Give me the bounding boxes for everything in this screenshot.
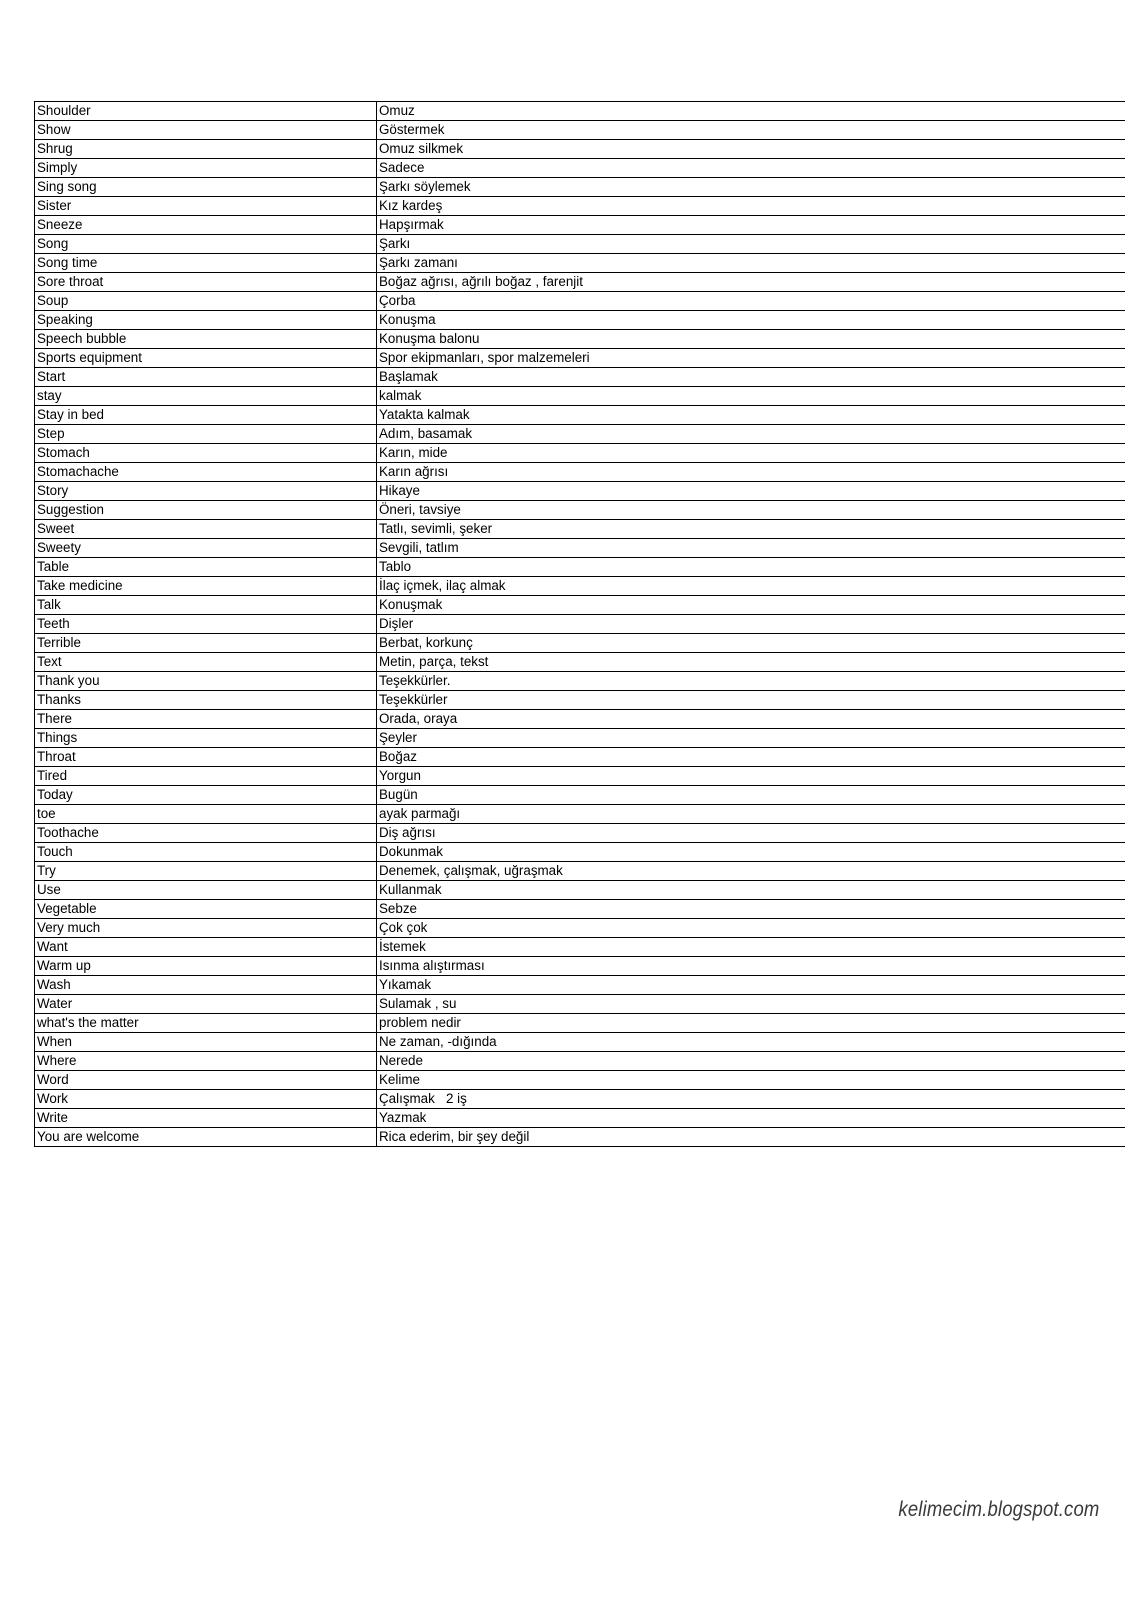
turkish-translation-cell: Denemek, çalışmak, uğraşmak <box>377 862 1125 881</box>
table-row <box>35 1090 1125 1109</box>
table-row <box>35 311 1125 330</box>
table-row <box>35 292 1125 311</box>
english-word-cell: Text <box>35 653 377 672</box>
english-word-cell: Sports equipment <box>35 349 377 368</box>
turkish-translation-cell: Sulamak , su <box>377 995 1125 1014</box>
turkish-translation-cell: Yıkamak <box>377 976 1125 995</box>
table-row <box>35 273 1125 292</box>
table-row <box>35 653 1125 672</box>
turkish-translation-cell: kalmak <box>377 387 1125 406</box>
turkish-translation-cell: Şarkı zamanı <box>377 254 1125 273</box>
vocabulary-table <box>34 101 1125 1147</box>
turkish-translation-cell: Kelime <box>377 1071 1125 1090</box>
english-word-cell: Speaking <box>35 311 377 330</box>
english-word-cell: Write <box>35 1109 377 1128</box>
english-word-cell: Vegetable <box>35 900 377 919</box>
turkish-translation-cell: Yorgun <box>377 767 1125 786</box>
table-row <box>35 121 1125 140</box>
english-word-cell: Very much <box>35 919 377 938</box>
english-word-cell: Sister <box>35 197 377 216</box>
table-row <box>35 824 1125 843</box>
table-row <box>35 995 1125 1014</box>
turkish-translation-cell: Karın, mide <box>377 444 1125 463</box>
table-row <box>35 862 1125 881</box>
english-word-cell: Shrug <box>35 140 377 159</box>
turkish-translation-cell: Şeyler <box>377 729 1125 748</box>
english-word-cell: Today <box>35 786 377 805</box>
table-row <box>35 900 1125 919</box>
table-row <box>35 425 1125 444</box>
turkish-translation-cell: Çalışmak 2 iş <box>377 1090 1125 1109</box>
english-word-cell: Where <box>35 1052 377 1071</box>
table-row <box>35 748 1125 767</box>
english-word-cell: Sore throat <box>35 273 377 292</box>
table-row <box>35 805 1125 824</box>
english-word-cell: Things <box>35 729 377 748</box>
english-word-cell: There <box>35 710 377 729</box>
turkish-translation-cell: Dişler <box>377 615 1125 634</box>
turkish-translation-cell: Hapşırmak <box>377 216 1125 235</box>
english-word-cell: Throat <box>35 748 377 767</box>
english-word-cell: Sing song <box>35 178 377 197</box>
table-row <box>35 938 1125 957</box>
english-word-cell: Stomachache <box>35 463 377 482</box>
english-word-cell: Talk <box>35 596 377 615</box>
table-row <box>35 881 1125 900</box>
english-word-cell: Soup <box>35 292 377 311</box>
turkish-translation-cell: Teşekkürler <box>377 691 1125 710</box>
turkish-translation-cell: Tablo <box>377 558 1125 577</box>
turkish-translation-cell: Sebze <box>377 900 1125 919</box>
english-word-cell: Teeth <box>35 615 377 634</box>
english-word-cell: what's the matter <box>35 1014 377 1033</box>
table-row <box>35 387 1125 406</box>
table-row <box>35 368 1125 387</box>
table-row <box>35 729 1125 748</box>
english-word-cell: Stay in bed <box>35 406 377 425</box>
english-word-cell: Take medicine <box>35 577 377 596</box>
english-word-cell: Try <box>35 862 377 881</box>
turkish-translation-cell: Yatakta kalmak <box>377 406 1125 425</box>
english-word-cell: When <box>35 1033 377 1052</box>
english-word-cell: Terrible <box>35 634 377 653</box>
english-word-cell: Use <box>35 881 377 900</box>
table-row <box>35 596 1125 615</box>
table-row <box>35 463 1125 482</box>
turkish-translation-cell: Adım, basamak <box>377 425 1125 444</box>
table-row <box>35 520 1125 539</box>
english-word-cell: Shoulder <box>35 102 377 121</box>
table-row <box>35 1109 1125 1128</box>
english-word-cell: toe <box>35 805 377 824</box>
table-row <box>35 140 1125 159</box>
english-word-cell: Wash <box>35 976 377 995</box>
english-word-cell: Work <box>35 1090 377 1109</box>
table-row <box>35 919 1125 938</box>
turkish-translation-cell: Yazmak <box>377 1109 1125 1128</box>
turkish-translation-cell: İlaç içmek, ilaç almak <box>377 577 1125 596</box>
english-word-cell: Sweet <box>35 520 377 539</box>
table-row <box>35 558 1125 577</box>
table-row <box>35 1014 1125 1033</box>
table-row <box>35 615 1125 634</box>
english-word-cell: Toothache <box>35 824 377 843</box>
table-row <box>35 577 1125 596</box>
table-row <box>35 102 1125 121</box>
table-row <box>35 216 1125 235</box>
turkish-translation-cell: Karın ağrısı <box>377 463 1125 482</box>
table-row <box>35 197 1125 216</box>
table-row <box>35 1071 1125 1090</box>
turkish-translation-cell: Tatlı, sevimli, şeker <box>377 520 1125 539</box>
english-word-cell: Warm up <box>35 957 377 976</box>
turkish-translation-cell: Spor ekipmanları, spor malzemeleri <box>377 349 1125 368</box>
english-word-cell: Start <box>35 368 377 387</box>
turkish-translation-cell: Teşekkürler. <box>377 672 1125 691</box>
vocabulary-table-body <box>35 102 1125 1147</box>
table-row <box>35 710 1125 729</box>
turkish-translation-cell: Başlamak <box>377 368 1125 387</box>
turkish-translation-cell: Berbat, korkunç <box>377 634 1125 653</box>
table-row <box>35 1128 1125 1147</box>
english-word-cell: Speech bubble <box>35 330 377 349</box>
table-row <box>35 672 1125 691</box>
english-word-cell: Tired <box>35 767 377 786</box>
turkish-translation-cell: Isınma alıştırması <box>377 957 1125 976</box>
turkish-translation-cell: Çok çok <box>377 919 1125 938</box>
table-row <box>35 786 1125 805</box>
turkish-translation-cell: problem nedir <box>377 1014 1125 1033</box>
turkish-translation-cell: Boğaz <box>377 748 1125 767</box>
table-row <box>35 444 1125 463</box>
english-word-cell: Story <box>35 482 377 501</box>
english-word-cell: You are welcome <box>35 1128 377 1147</box>
english-word-cell: Show <box>35 121 377 140</box>
table-row <box>35 843 1125 862</box>
english-word-cell: Want <box>35 938 377 957</box>
turkish-translation-cell: Kullanmak <box>377 881 1125 900</box>
blog-watermark: kelimecim.blogspot.com <box>897 1498 1099 1521</box>
english-word-cell: Song time <box>35 254 377 273</box>
turkish-translation-cell: Sevgili, tatlım <box>377 539 1125 558</box>
turkish-translation-cell: Boğaz ağrısı, ağrılı boğaz , farenjit <box>377 273 1125 292</box>
table-row <box>35 1052 1125 1071</box>
english-word-cell: Step <box>35 425 377 444</box>
table-row <box>35 501 1125 520</box>
turkish-translation-cell: Omuz silkmek <box>377 140 1125 159</box>
english-word-cell: Song <box>35 235 377 254</box>
turkish-translation-cell: ayak parmağı <box>377 805 1125 824</box>
table-row <box>35 178 1125 197</box>
table-row <box>35 539 1125 558</box>
table-row <box>35 349 1125 368</box>
english-word-cell: Word <box>35 1071 377 1090</box>
english-word-cell: Sweety <box>35 539 377 558</box>
table-row <box>35 634 1125 653</box>
english-word-cell: Touch <box>35 843 377 862</box>
turkish-translation-cell: Göstermek <box>377 121 1125 140</box>
turkish-translation-cell: Omuz <box>377 102 1125 121</box>
table-row <box>35 767 1125 786</box>
turkish-translation-cell: Şarkı <box>377 235 1125 254</box>
table-row <box>35 406 1125 425</box>
table-row <box>35 1033 1125 1052</box>
english-word-cell: Water <box>35 995 377 1014</box>
english-word-cell: Thank you <box>35 672 377 691</box>
english-word-cell: Thanks <box>35 691 377 710</box>
english-word-cell: Suggestion <box>35 501 377 520</box>
turkish-translation-cell: Nerede <box>377 1052 1125 1071</box>
turkish-translation-cell: Hikaye <box>377 482 1125 501</box>
english-word-cell: Table <box>35 558 377 577</box>
table-row <box>35 976 1125 995</box>
english-word-cell: stay <box>35 387 377 406</box>
turkish-translation-cell: Konuşmak <box>377 596 1125 615</box>
turkish-translation-cell: Diş ağrısı <box>377 824 1125 843</box>
turkish-translation-cell: Bugün <box>377 786 1125 805</box>
turkish-translation-cell: Şarkı söylemek <box>377 178 1125 197</box>
english-word-cell: Simply <box>35 159 377 178</box>
turkish-translation-cell: Öneri, tavsiye <box>377 501 1125 520</box>
turkish-translation-cell: İstemek <box>377 938 1125 957</box>
turkish-translation-cell: Ne zaman, -dığında <box>377 1033 1125 1052</box>
table-row <box>35 691 1125 710</box>
table-row <box>35 957 1125 976</box>
table-row <box>35 235 1125 254</box>
turkish-translation-cell: Konuşma <box>377 311 1125 330</box>
turkish-translation-cell: Çorba <box>377 292 1125 311</box>
turkish-translation-cell: Kız kardeş <box>377 197 1125 216</box>
table-row <box>35 159 1125 178</box>
turkish-translation-cell: Metin, parça, tekst <box>377 653 1125 672</box>
english-word-cell: Stomach <box>35 444 377 463</box>
turkish-translation-cell: Orada, oraya <box>377 710 1125 729</box>
table-row <box>35 254 1125 273</box>
turkish-translation-cell: Sadece <box>377 159 1125 178</box>
english-word-cell: Sneeze <box>35 216 377 235</box>
turkish-translation-cell: Konuşma balonu <box>377 330 1125 349</box>
turkish-translation-cell: Dokunmak <box>377 843 1125 862</box>
table-row <box>35 330 1125 349</box>
turkish-translation-cell: Rica ederim, bir şey değil <box>377 1128 1125 1147</box>
table-row <box>35 482 1125 501</box>
